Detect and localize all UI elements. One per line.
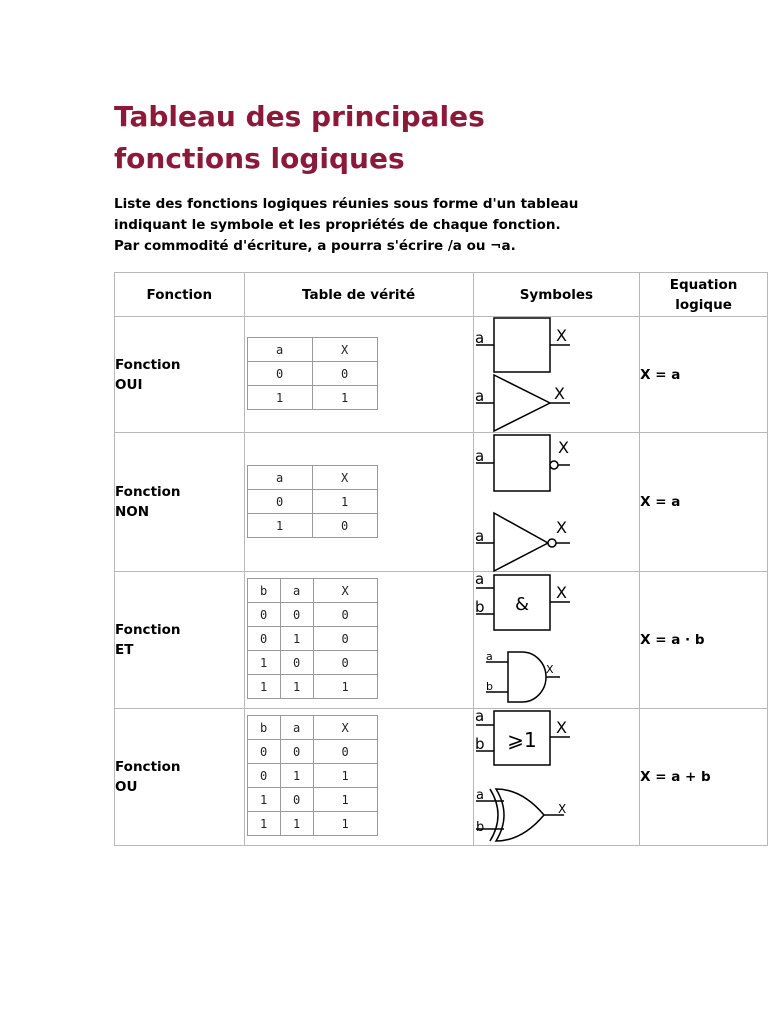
- truth-value: 0: [247, 764, 280, 788]
- truth-value: 1: [247, 788, 280, 812]
- symbol-input-a-2: a: [475, 788, 484, 803]
- truth-table-et: [247, 578, 378, 699]
- symbol-input-a-2: a: [485, 650, 493, 663]
- equation: X = a: [640, 317, 768, 433]
- truth-value: 1: [313, 788, 377, 812]
- intro-line-3: Par commodité d'écriture, a pourra s'écrire /a ou ¬a.: [114, 238, 516, 254]
- title-line-1: Tableau des principales: [114, 100, 485, 133]
- truth-header-a: a: [280, 716, 313, 740]
- symbol-output-x: X: [555, 718, 567, 737]
- truth-header-x: X: [313, 579, 377, 603]
- truth-value: 0: [280, 603, 313, 627]
- truth-value: 0: [247, 362, 312, 386]
- equation: X = a + b: [640, 709, 768, 846]
- symbol-output-x: X: [555, 583, 567, 602]
- header-equation: [640, 273, 768, 317]
- truth-value: 1: [312, 490, 377, 514]
- truth-value: 1: [280, 627, 313, 651]
- truth-value: 1: [247, 675, 280, 699]
- table-header-row: [115, 273, 768, 317]
- truth-value: 0: [280, 788, 313, 812]
- title-line-2: fonctions logiques: [114, 142, 405, 175]
- truth-header-a: a: [247, 338, 312, 362]
- truth-header-x: X: [312, 466, 377, 490]
- truth-value: 1: [247, 812, 280, 836]
- function-name-line-1: Fonction: [115, 484, 181, 500]
- header-symbols: Symboles: [473, 273, 639, 317]
- truth-value: 1: [312, 386, 377, 410]
- truth-header-x: X: [313, 716, 377, 740]
- header-equation-line-1: Equation: [669, 276, 738, 293]
- symbol-input-b-2: b: [475, 820, 484, 835]
- table-row-et: [115, 572, 768, 709]
- equation: X = a: [640, 433, 768, 572]
- function-name-line-2: OU: [115, 779, 138, 795]
- truth-table-non: [247, 465, 378, 538]
- symbol-output-x-2: X: [553, 384, 565, 403]
- intro-line-2: indiquant le symbole et les propriétés de chaque fonction.: [114, 217, 561, 233]
- or-symbol-label: ⩾1: [506, 728, 537, 752]
- symbols-cell: [473, 572, 639, 709]
- function-name-line-2: ET: [115, 642, 134, 658]
- truth-value: 1: [280, 675, 313, 699]
- truth-table-cell: [244, 709, 473, 846]
- symbol-output-x-2: X: [555, 518, 567, 537]
- truth-value: 0: [313, 651, 377, 675]
- equation: X = a · b: [640, 572, 768, 709]
- truth-value: 0: [312, 514, 377, 538]
- truth-table-cell: [244, 433, 473, 572]
- function-name: [115, 433, 245, 572]
- symbol-input-a: a: [474, 572, 484, 588]
- symbol-output-x: X: [555, 326, 567, 345]
- symbol-input-a: a: [474, 447, 484, 465]
- symbol-input-b: b: [474, 735, 485, 753]
- symbol-input-b-2: b: [485, 680, 493, 693]
- truth-header-b: b: [247, 579, 280, 603]
- symbols-cell: [473, 709, 639, 846]
- header-fonction: Fonction: [115, 273, 245, 317]
- function-name: [115, 317, 245, 433]
- function-name-line-1: Fonction: [115, 759, 181, 775]
- function-name-line-1: Fonction: [115, 622, 181, 638]
- truth-table-cell: [244, 317, 473, 433]
- function-name-line-1: Fonction: [115, 356, 181, 373]
- table-row-non: [115, 433, 768, 572]
- truth-value: 0: [313, 740, 377, 764]
- not-gate-symbols: [474, 433, 644, 572]
- truth-value: 0: [280, 740, 313, 764]
- function-name: [115, 709, 245, 846]
- truth-header-a: a: [280, 579, 313, 603]
- page-title: [114, 96, 674, 180]
- truth-header-a: a: [247, 466, 312, 490]
- intro-paragraph: [114, 194, 674, 257]
- truth-value: 0: [280, 651, 313, 675]
- truth-value: 0: [247, 603, 280, 627]
- buffer-gate-symbols: [474, 317, 644, 433]
- symbols-cell: [473, 317, 639, 433]
- truth-value: 1: [280, 812, 313, 836]
- intro-line-1: Liste des fonctions logiques réunies sous forme d'un tableau: [114, 196, 579, 212]
- symbol-input-a: a: [474, 709, 484, 725]
- symbol-input-a: a: [474, 329, 484, 347]
- and-symbol-label: &: [514, 594, 529, 615]
- truth-value: 1: [313, 812, 377, 836]
- symbol-output-x: X: [557, 438, 569, 457]
- header-equation-line-2: logique: [675, 296, 732, 313]
- and-gate-symbols: [474, 572, 644, 709]
- symbol-output-x-2: X: [545, 663, 554, 676]
- table-row-oui: [115, 317, 768, 433]
- truth-value: 0: [247, 627, 280, 651]
- truth-value: 0: [312, 362, 377, 386]
- function-name-line-2: NON: [115, 504, 150, 520]
- symbol-input-b: b: [474, 598, 485, 616]
- symbol-input-a-2: a: [474, 387, 484, 405]
- header-truth-table: Table de vérité: [244, 273, 473, 317]
- symbol-output-x-2: X: [557, 802, 566, 816]
- truth-value: 0: [247, 490, 312, 514]
- truth-value: 1: [280, 764, 313, 788]
- truth-header-b: b: [247, 716, 280, 740]
- truth-value: 1: [247, 386, 312, 410]
- truth-value: 0: [313, 603, 377, 627]
- truth-table-ou: [247, 715, 378, 836]
- or-gate-symbols: [474, 709, 644, 846]
- function-name-line-2: OUI: [115, 376, 143, 393]
- symbols-cell: [473, 433, 639, 572]
- function-name: [115, 572, 245, 709]
- truth-table-oui: [247, 337, 378, 410]
- table-row-ou: [115, 709, 768, 846]
- symbol-input-a-2: a: [474, 527, 484, 545]
- truth-value: 1: [313, 675, 377, 699]
- truth-value: 0: [313, 627, 377, 651]
- truth-value: 1: [247, 651, 280, 675]
- logic-functions-table: [114, 272, 768, 846]
- truth-value: 1: [313, 764, 377, 788]
- truth-value: 0: [247, 740, 280, 764]
- truth-value: 1: [247, 514, 312, 538]
- truth-header-x: X: [312, 338, 377, 362]
- truth-table-cell: [244, 572, 473, 709]
